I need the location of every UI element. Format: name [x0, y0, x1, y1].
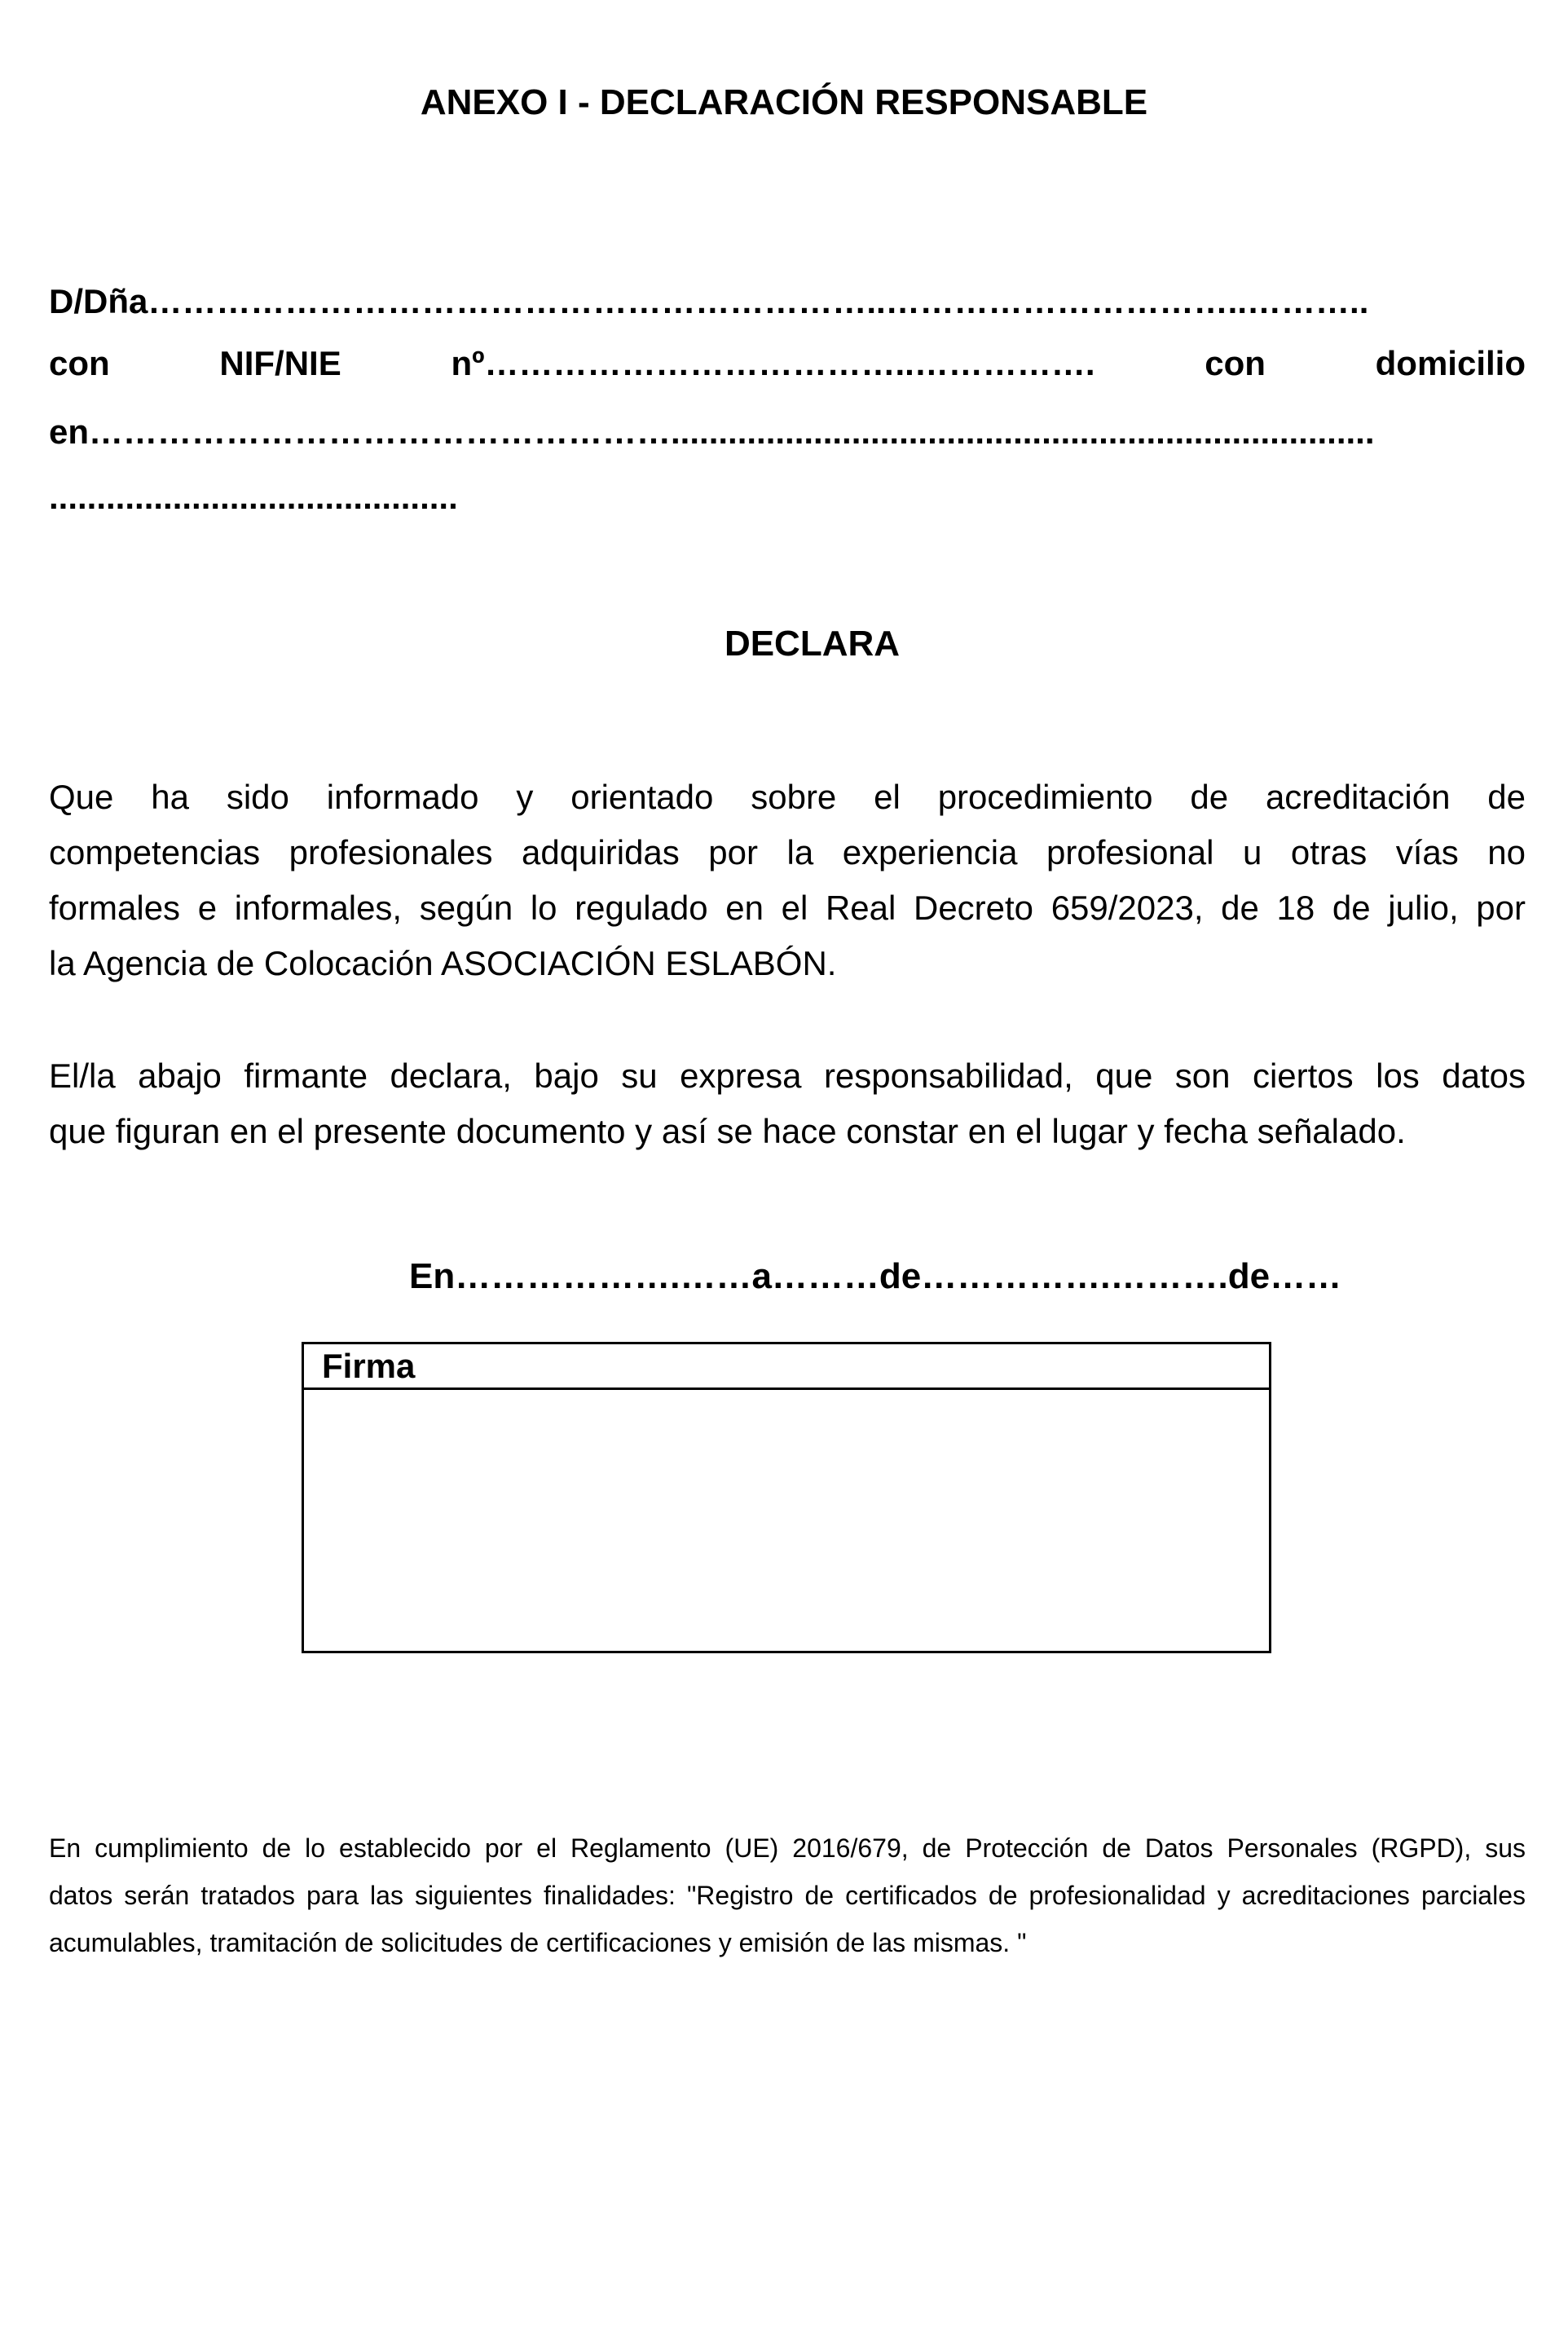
- legal-notice-line-3: acumulables, tramitación de solicitudes de certificaciones y emisión de las mismas. ": [49, 1928, 1027, 1957]
- document-title: ANEXO I - DECLARACIÓN RESPONSABLE: [420, 82, 1148, 122]
- paragraph-2-line-1: El/la abajo firmante declara, bajo su expresa responsabilidad, que son ciertos los datos: [49, 1057, 1526, 1095]
- declaration-paragraph-1: [49, 770, 1526, 991]
- signature-box[interactable]: [302, 1342, 1271, 1653]
- declara-heading: DECLARA: [724, 624, 901, 664]
- nif-number-field: nº………………………………..…………….: [451, 344, 1095, 382]
- data-protection-notice: [49, 1824, 1526, 1966]
- address-field-line-2: ...........................................: [49, 478, 458, 516]
- signature-area[interactable]: [304, 1390, 1269, 1651]
- address-label-con: con: [1205, 344, 1266, 382]
- legal-notice-line-1: En cumplimiento de lo establecido por el Reglamento (UE) 2016/679, de Protección de Datos Personales (RGPD), sus: [49, 1833, 1526, 1863]
- paragraph-1-line-3: formales e informales, según lo regulado en el Real Decreto 659/2023, de 18 de julio, por: [49, 889, 1526, 927]
- paragraph-1-line-2: competencias profesionales adquiridas por la experiencia profesional u otras vías no: [49, 833, 1526, 871]
- nif-label-con: con: [49, 344, 110, 382]
- nif-label-nifnie: NIF/NIE: [219, 344, 341, 382]
- paragraph-1-line-4: la Agencia de Colocación ASOCIACIÓN ESLABÓN.: [49, 944, 837, 982]
- address-label-domicilio: domicilio: [1375, 344, 1526, 382]
- nif-address-row: [49, 339, 1526, 388]
- signature-label: Firma: [304, 1344, 1269, 1390]
- legal-notice-line-2: datos serán tratados para las siguientes finalidades: "Registro de certificados de profesionalidad y acreditaciones parciales: [49, 1881, 1526, 1910]
- address-field-line-1: en……………………………………………..........................................................................: [49, 412, 1375, 451]
- name-field-line: D/Dña………………………………………………………..…………………………..………..: [49, 282, 1369, 320]
- paragraph-2-line-2: que figuran en el presente documento y así se hace constar en el lugar y fecha señalado.: [49, 1112, 1406, 1150]
- declaration-paragraph-2: [49, 1048, 1526, 1159]
- place-date-line: En……………….……a………de…………….……….de……: [409, 1256, 1342, 1296]
- paragraph-1-line-1: Que ha sido informado y orientado sobre el procedimiento de acreditación de: [49, 778, 1526, 816]
